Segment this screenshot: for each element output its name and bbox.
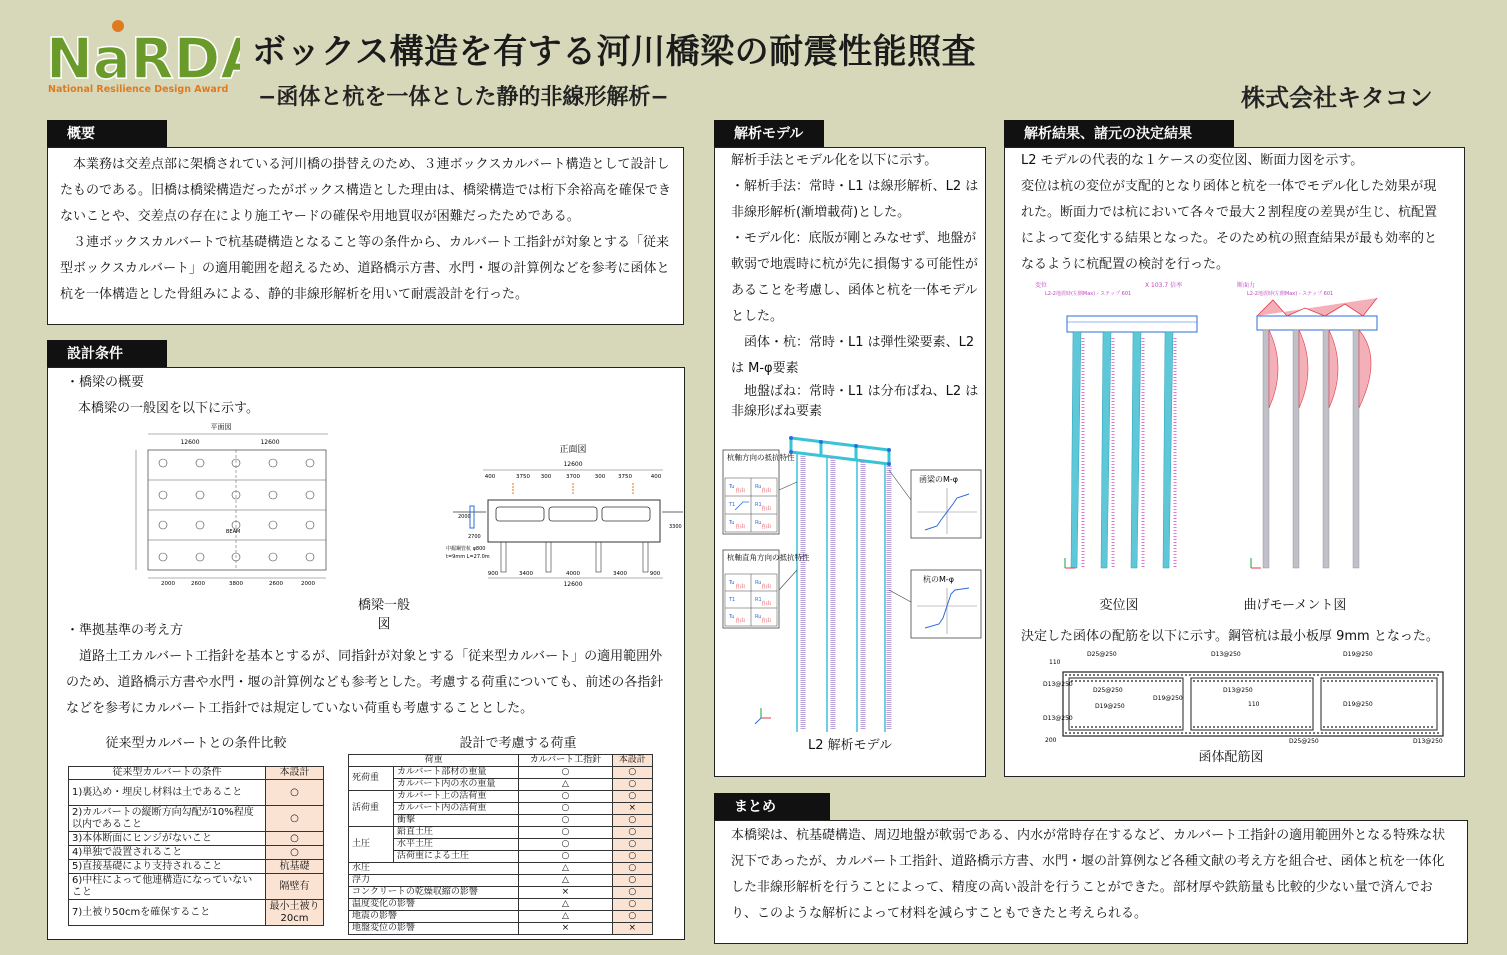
svg-text:D19@250: D19@250	[1153, 695, 1183, 702]
page-title: ボックス構造を有する河川橋梁の耐震性能照査	[252, 32, 977, 72]
svg-text:Tu: Tu	[729, 614, 735, 620]
design-bullet-1: ・橋梁の概要	[66, 375, 145, 390]
svg-text:2600: 2600	[269, 581, 283, 587]
svg-text:110: 110	[1049, 659, 1061, 666]
svg-text:3400: 3400	[519, 571, 533, 577]
svg-text:2000: 2000	[161, 581, 175, 587]
svg-text:300: 300	[594, 474, 606, 480]
design-line-1: 本橋梁の一般図を以下に示す。	[78, 401, 259, 416]
table-row: 3)本体断面にヒンジがないこと	[69, 832, 266, 846]
svg-text:自由: 自由	[761, 524, 772, 530]
results-text: L2 モデルの代表的な１ケースの変位図、断面力図を示す。 変位は杭の変位が支配的となり函体と杭を一体でモデル化した効果が現れた。断面力では杭において各々で最大２割程度の差異が生じ、杭配置によって変化する結果となった。そのため杭の照査結果が最も効率的となるように杭配置の検討を行った。	[1021, 153, 1438, 272]
svg-text:正面図: 正面図	[559, 445, 587, 455]
page-subtitle: −函体と杭を一体とした静的非線形解析−	[258, 85, 669, 110]
svg-text:Ru: Ru	[755, 580, 762, 586]
svg-text:D13@250: D13@250	[1043, 681, 1073, 688]
svg-text:R1: R1	[755, 502, 762, 508]
plan-view	[136, 422, 328, 587]
svg-text:中掘鋼管杭 φ800: 中掘鋼管杭 φ800	[446, 546, 486, 552]
design-bullet-2: ・準拠基準の考え方	[66, 623, 184, 638]
svg-text:断面力: 断面力	[1237, 282, 1256, 289]
narda-logo	[44, 20, 240, 96]
svg-text:変位: 変位	[1035, 282, 1048, 289]
svg-text:12600: 12600	[180, 439, 200, 446]
displacement-caption: 変位図	[1099, 598, 1139, 613]
table-row: 7)土被り50cmを確保すること	[69, 900, 266, 926]
svg-text:BEAM: BEAM	[226, 529, 241, 535]
condition-comparison-table: 従来型カルバートの条件 本設計 1)裏込め・埋戻し材料は土であること ○ 2)カルバートの縦断方向勾配が10%程度以内であること ○ 3)本体断面にヒンジがないこと ○ 4)単独で設置されること ○ 5)直接基礎により支持されること 杭基礎 6)中柱によって他連構造になっていないこと 隔壁有 7)土被り50cmを確保すること 最小土被り20cm	[68, 766, 324, 926]
svg-text:Tu: Tu	[729, 580, 735, 586]
svg-text:400: 400	[650, 474, 662, 480]
table-row: 4)単独で設置されること	[69, 846, 266, 860]
svg-text:900: 900	[649, 571, 661, 577]
svg-text:自由: 自由	[761, 584, 772, 590]
moment-caption: 曲げモーメント図	[1243, 598, 1347, 613]
svg-text:300: 300	[540, 474, 552, 480]
table-row: 6)中柱によって他連構造になっていないこと	[69, 874, 266, 900]
svg-text:Ru: Ru	[755, 614, 762, 620]
table1-title: 従来型カルバートとの条件比較	[105, 736, 287, 751]
rebar-caption: 函体配筋図	[1198, 750, 1264, 765]
pile-m-phi-box	[911, 570, 981, 638]
axes-triad-icon	[755, 708, 771, 724]
svg-text:X 103.7 倍率: X 103.7 倍率	[1145, 282, 1183, 289]
svg-text:自由: 自由	[735, 488, 746, 494]
svg-text:3750: 3750	[618, 474, 632, 480]
svg-text:Tu: Tu	[729, 520, 735, 526]
pile-springs	[803, 456, 889, 730]
beam-m-phi-box	[911, 470, 981, 538]
svg-text:Tu: Tu	[729, 484, 735, 490]
svg-text:3300: 3300	[669, 524, 682, 530]
svg-text:D25@250: D25@250	[1289, 738, 1319, 745]
svg-text:2000: 2000	[458, 514, 471, 520]
svg-text:D13@250: D13@250	[1211, 651, 1241, 658]
svg-text:200: 200	[1045, 737, 1057, 744]
svg-text:杭軸方向の抵抗特性: 杭軸方向の抵抗特性	[727, 453, 795, 462]
design-box	[47, 367, 685, 940]
displacement-figure	[1035, 281, 1197, 568]
svg-text:杭軸直角方向の抵抗特性: 杭軸直角方向の抵抗特性	[727, 553, 810, 562]
model-frame	[789, 436, 891, 466]
svg-text:3400: 3400	[613, 571, 627, 577]
summary-paragraph: 本橋梁は、杭基礎構造、周辺地盤が軟弱である、内水が常時存在するなど、カルバート工指針の適用範囲外となる特殊な状況下であったが、カルバート工指針、道路橋示方書、水門・堰の計算例など各種文献の考え方を組合せ、函体と杭を一体化した非線形解析を行うことによって、精度の高い設計を行うことができた。部材厚や鉄筋量も比較的少ない量で済んでおり、このような解析によって材料を減らすこともできたと考えられる。	[731, 828, 1446, 921]
svg-text:自由: 自由	[761, 488, 772, 494]
svg-text:4000: 4000	[566, 571, 580, 577]
model-box	[714, 147, 986, 777]
summary-box	[714, 820, 1468, 944]
svg-text:2700: 2700	[468, 534, 481, 540]
axial-resistance-box	[723, 450, 795, 534]
svg-text:2600: 2600	[191, 581, 205, 587]
svg-text:平面図: 平面図	[210, 423, 232, 431]
svg-text:L2-2地震時(左側Max) - ステップ 601: L2-2地震時(左側Max) - ステップ 601	[1045, 291, 1132, 297]
model-text: 解析手法とモデル化を以下に示す。 ・解析手法：常時・L1 は線形解析、L2 は非線形解析(漸増載荷)とした。 ・モデル化：底版が剛とみなせず、地盤が軟弱で地震時に杭が先に損傷する可能性があることを考慮し、函体と杭を一体モデルとした。 函体・杭：常時・L1 は弾性梁要素、L2 は M-φ要素 地盤ばね：常時・L1 は分布ばね、L2 は非線形ばね要素	[731, 153, 979, 419]
svg-text:自由: 自由	[761, 618, 772, 624]
table-row: 5)直接基礎により支持されること	[69, 860, 266, 874]
rebar-drawing	[1043, 646, 1453, 746]
svg-text:T1: T1	[729, 597, 736, 603]
svg-text:900: 900	[487, 571, 499, 577]
svg-text:D13@250: D13@250	[1043, 715, 1073, 722]
svg-text:L2-2地震時(左側Max) - ステップ 601: L2-2地震時(左側Max) - ステップ 601	[1247, 291, 1334, 297]
rebar-line: 決定した函体の配筋を以下に示す。鋼管杭は最小板厚 9mm となった。	[1021, 629, 1439, 644]
overview-paragraph-2: ３連ボックスカルバートで杭基礎構造となること等の条件から、カルバート工指針が対象とする「従来型ボックスカルバート」の適用範囲を超えるため、道路橋示方書、水門・堰の計算例などを参考に函体と杭を一体構造とした骨組みによる、静的非線形解析を用いて耐震設計を行った。	[60, 235, 670, 302]
svg-text:12600: 12600	[563, 581, 583, 588]
overview-header: 概要	[47, 120, 167, 148]
svg-text:D19@250: D19@250	[1343, 651, 1373, 658]
front-view	[446, 444, 683, 588]
svg-text:12600: 12600	[260, 439, 280, 446]
svg-text:400: 400	[484, 474, 496, 480]
svg-text:110: 110	[1248, 701, 1260, 708]
table-row: 2)カルバートの縦断方向勾配が10%程度以内であること	[69, 806, 266, 832]
model-header: 解析モデル	[714, 120, 824, 148]
svg-text:2000: 2000	[301, 581, 315, 587]
svg-text:Ru: Ru	[755, 520, 762, 526]
standards-paragraph: 道路土工カルバート工指針を基本とするが、同指針が対象とする「従来型カルバート」の適用範囲外のため、道路橋示方書や水門・堰の計算例なども参考とした。考慮する荷重についても、前述の各指針などを参考にカルバート工指針では規定していない荷重も考慮することとした。	[66, 649, 664, 716]
svg-text:D13@250: D13@250	[1223, 687, 1253, 694]
overview-paragraph-1: 本業務は交差点部に架橋されている河川橋の掛替えのため、３連ボックスカルバート構造として設計したものである。旧橋は橋梁構造だったがボックス構造とした理由は、橋梁構造では桁下余裕高を確保できないことや、交差点の存在により施工ヤードの確保や用地買収が困難だったためである。	[60, 157, 671, 224]
company-name: 株式会社キタコン	[1241, 84, 1433, 112]
overview-box	[47, 147, 684, 325]
svg-text:3750: 3750	[516, 474, 530, 480]
svg-text:自由: 自由	[735, 584, 746, 590]
results-box	[1004, 147, 1465, 777]
svg-text:R1: R1	[755, 597, 762, 603]
svg-text:函梁のM-φ: 函梁のM-φ	[919, 475, 959, 484]
result-figures	[1025, 278, 1455, 588]
svg-text:D19@250: D19@250	[1095, 703, 1125, 710]
svg-text:D25@250: D25@250	[1093, 687, 1123, 694]
svg-text:3700: 3700	[566, 474, 580, 480]
svg-text:D25@250: D25@250	[1087, 651, 1117, 658]
svg-text:杭のM-φ: 杭のM-φ	[923, 575, 955, 584]
svg-text:t=9mm L=27.0m: t=9mm L=27.0m	[446, 554, 490, 560]
svg-text:D13@250: D13@250	[1413, 738, 1443, 745]
general-drawing-caption: 橋梁一般図	[357, 598, 410, 632]
svg-text:12600: 12600	[563, 461, 583, 468]
model-caption: L2 解析モデル	[808, 738, 892, 753]
svg-text:T1: T1	[729, 502, 736, 508]
svg-text:自由: 自由	[761, 506, 772, 512]
table1-head: 従来型カルバートの条件	[69, 767, 266, 780]
svg-text:自由: 自由	[735, 618, 746, 624]
piles	[797, 454, 885, 732]
svg-text:自由: 自由	[735, 524, 746, 530]
logo-word: NaRD	[46, 27, 221, 92]
svg-text:D19@250: D19@250	[1343, 701, 1373, 708]
svg-text:Ru: Ru	[755, 484, 762, 490]
table1-head: 本設計	[266, 767, 324, 780]
svg-text:3800: 3800	[229, 581, 243, 587]
table2-title: 設計で考慮する荷重	[459, 736, 577, 751]
table-row: 1)裏込め・埋戻し材料は土であること	[69, 780, 266, 806]
design-header: 設計条件	[47, 340, 167, 368]
svg-text:自由: 自由	[761, 601, 772, 607]
bridge-general-drawing	[128, 420, 688, 600]
summary-header: まとめ	[714, 793, 830, 821]
logo-tagline: National Resilience Design Award	[48, 84, 229, 95]
results-header: 解析結果、諸元の決定結果	[1004, 120, 1234, 148]
l2-model-diagram	[721, 430, 983, 740]
design-load-table: 荷重 カルバート工指針 本設計 死荷重 カルバート部材の重量 ○ ○ カルバート内の水の重量 △ ○ 活荷重 カルバート上の活荷重 ○ ○ カルバート内の活荷重 ○ × 衝撃 ○ ○ 土圧 鉛直土圧 ○ ○ 水平土圧 ○ ○ 活荷重による土圧 ○ ○ 水圧 △ ○ 浮力 △ ○ コンクリートの乾燥収縮の影響 × ○ 温度変化の影響 △ ○ 地震の影響 △ ○ 地盤変位の影響 × ×	[348, 754, 653, 935]
moment-figure	[1237, 281, 1377, 568]
